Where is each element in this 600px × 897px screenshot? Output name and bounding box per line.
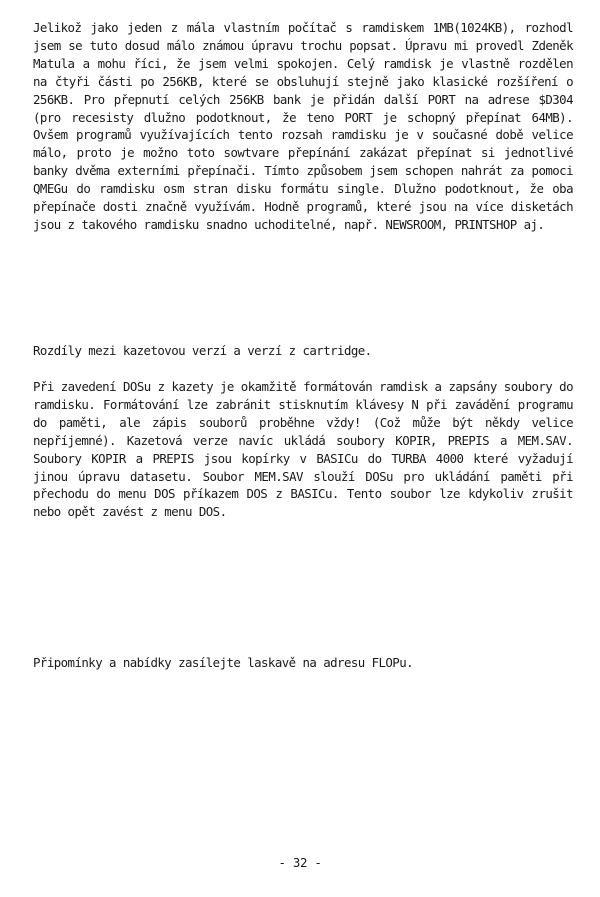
- paragraph-cassette-version: Při zavedení DOSu z kazety je okamžitě formátován ramdisk a zapsány soubory do ramdisku. Formátování lze zabránit stisknutím klávesy N při zavádění programu do paměti, ale zápis souborů proběhne vždy! (Což může být někdy velice nepříjemné). Kazetová verze navíc ukládá soubory KOPIR, PREPIS a MEM.SAV. Soubory KOPIR a PREPIS jsou kopírky v BASICu do TURBA 4000 které vyžadují jinou úpravu datasetu. Soubor MEM.SAV slouží DOSu pro ukládání paměti při přechodu do menu DOS příkazem DOS z BASICu. Tento soubor lze kdykoliv zrušit nebo opět zavést z menu DOS.: [33, 379, 573, 520]
- paragraph-ramdisk-description: Jelikož jako jeden z mála vlastním počítač s ramdiskem 1MB(1024KB), rozhodl jsem se tuto dosud málo známou úpravu trochu popsat. Úpravu mi provedl Zdeněk Matula a mohu říci, že jsem velmi spokojen. Celý ramdisk je vlastně rozdělen na čtyři části po 256KB, které se obsluhují stejně jako klasické rozšíření o 256KB. Pro přepnutí celých 256KB bank je přidán další PORT na adrese $D304 (pro recesisty dlužno podotknout, že teno PORT je schopný přepínat 64MB). Ovšem programů využívajících tento rozsah ramdisku je v současné době velice málo, proto je možno toto sowtvare přepínání zakázat přepínat si jednotlivé banky dvěma externími přepínači. Tímto způsobem jsem schopen nahrát za pomoci QMEGu do ramdisku osm stran disku formátu single. Dlužno podotknout, že oba přepínače dosti značně využívám. Hodně programů, které jsou na více disketách jsou z takového ramdisku snadno uchoditelné, např. NEWSROOM, PRINTSHOP aj.: [33, 20, 573, 232]
- paragraph-contact-note: Připomínky a nabídky zasílejte laskavě na adresu FLOPu.: [33, 655, 414, 670]
- page-number: - 32 -: [278, 855, 322, 870]
- section-heading-differences: Rozdíly mezi kazetovou verzí a verzí z cartridge.: [33, 343, 372, 358]
